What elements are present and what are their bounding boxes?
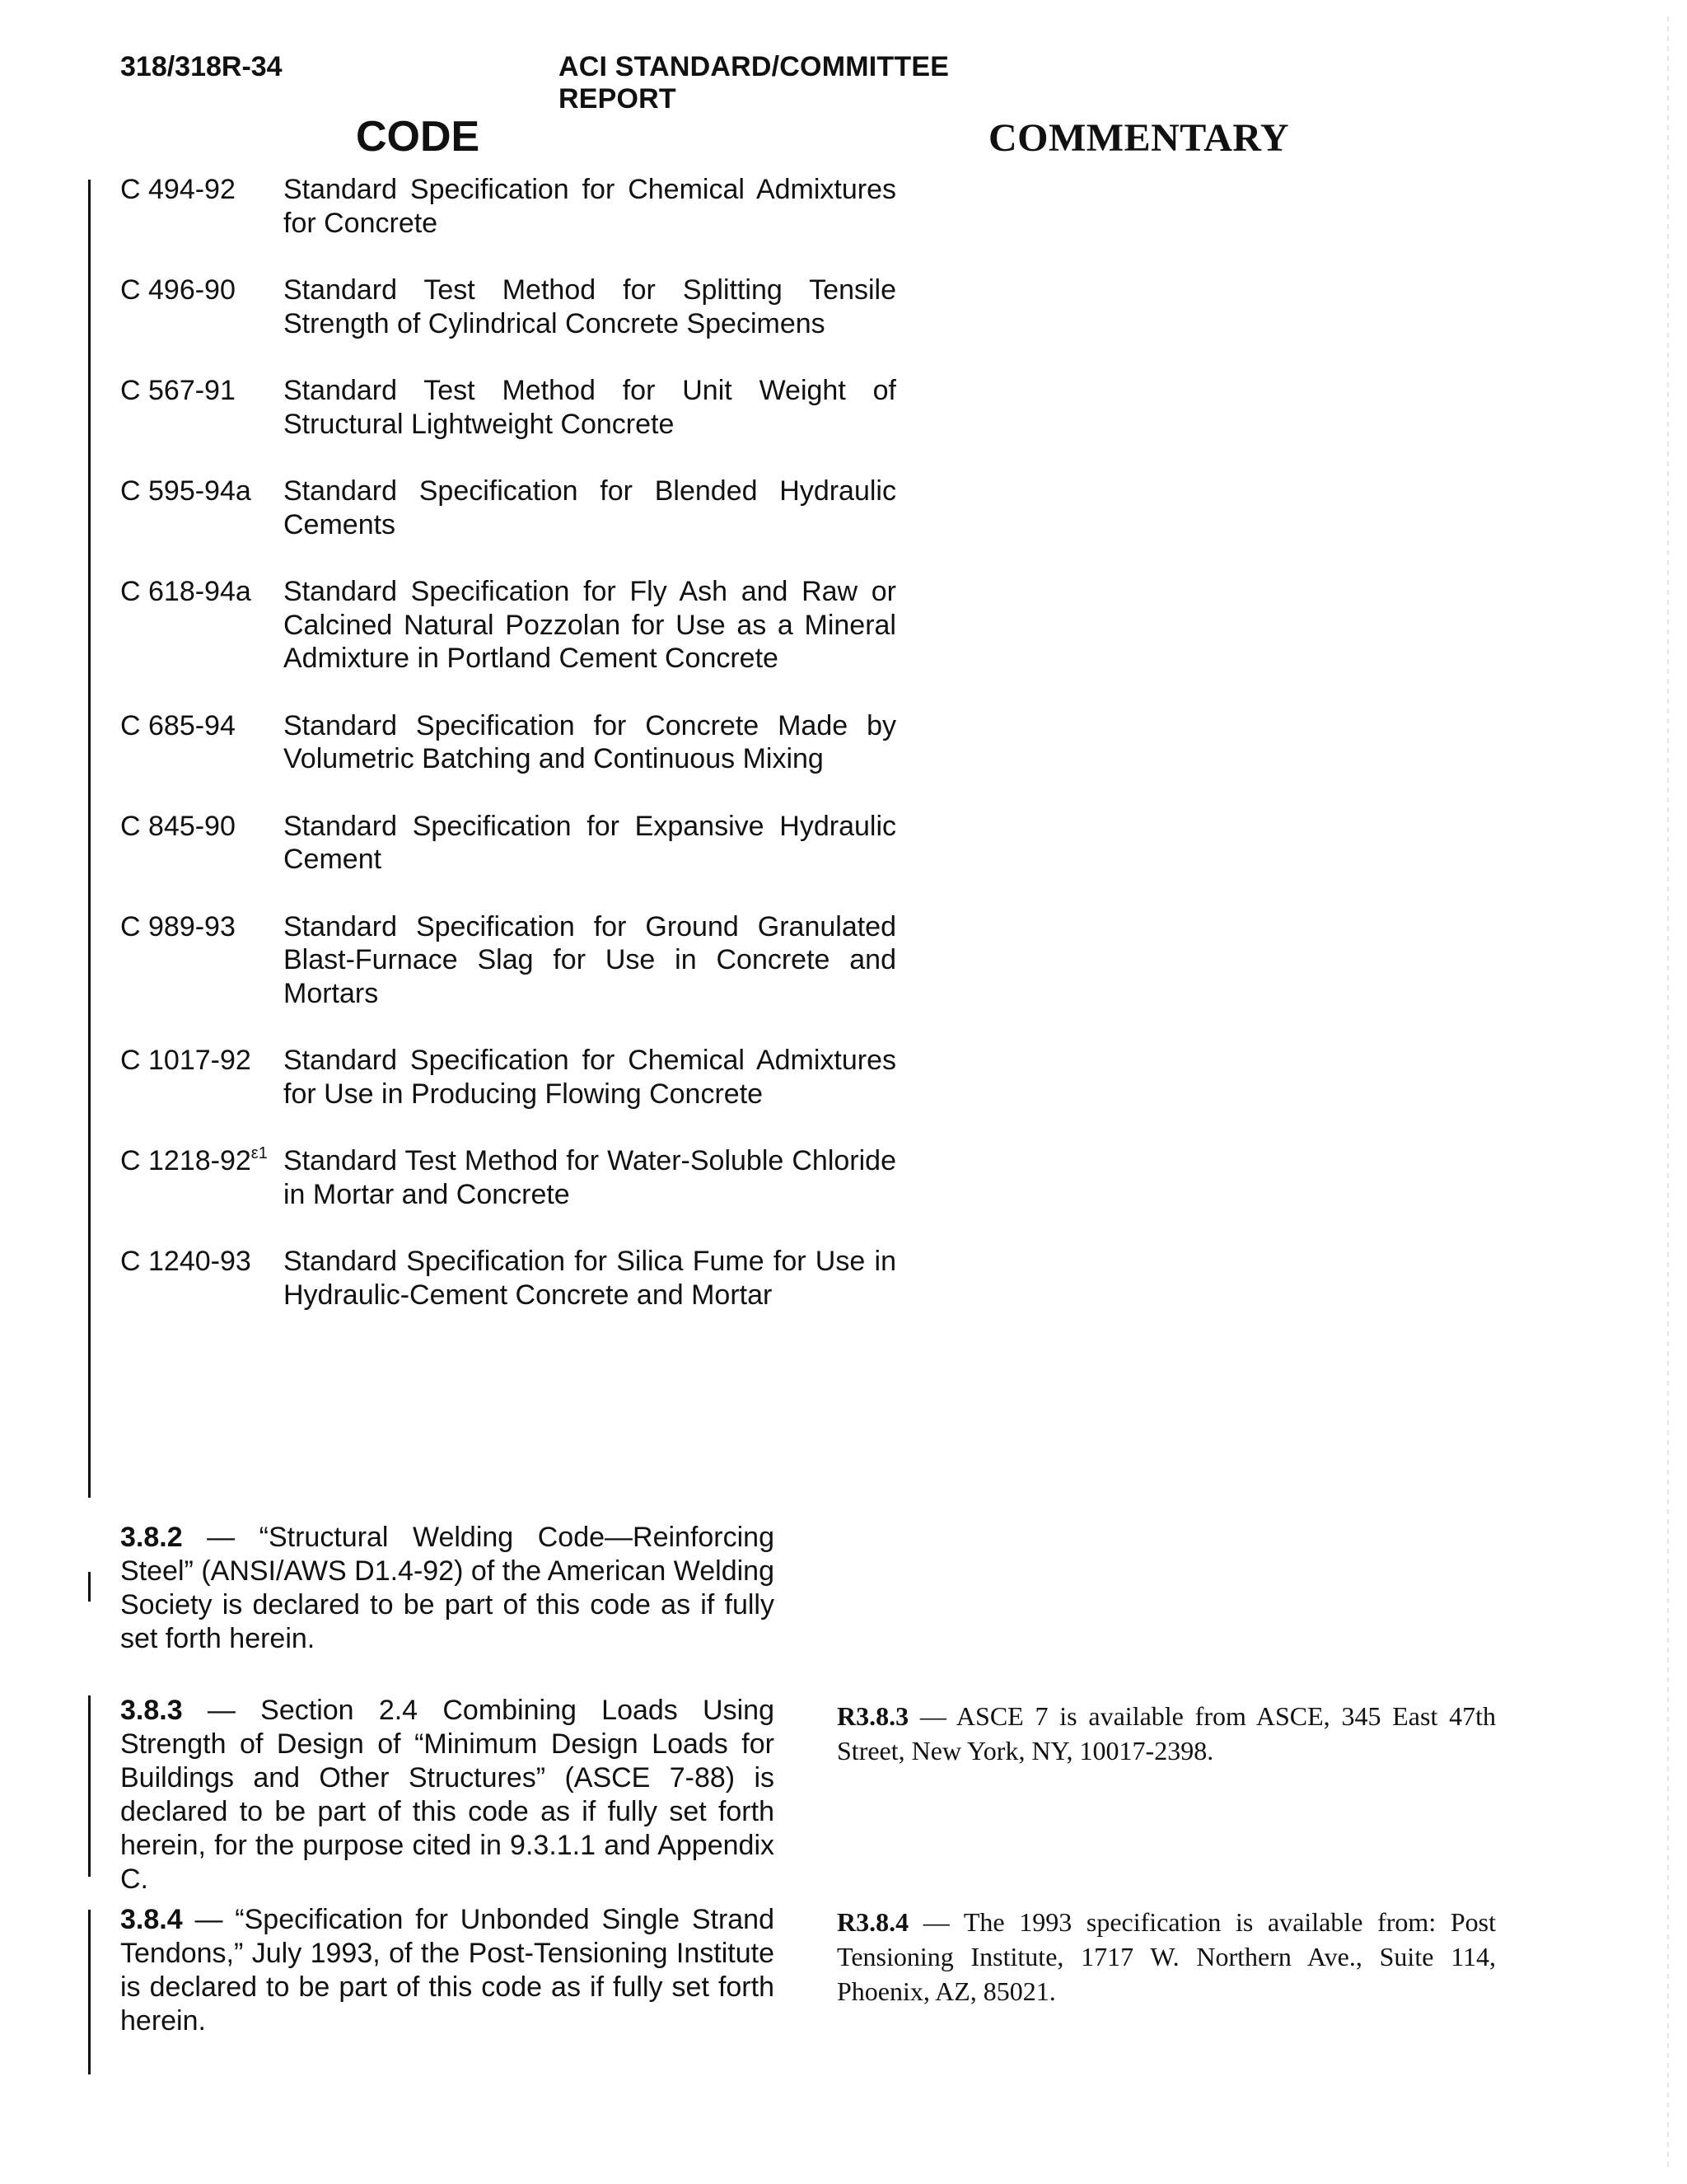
- code-column-heading: CODE: [356, 113, 480, 161]
- reference-code: C 567-91: [120, 375, 236, 406]
- reference-title: Standard Test Method for Water-Soluble Chloride in Mortar and Concrete: [283, 1145, 896, 1210]
- reference-code: C 595-94a: [120, 475, 251, 507]
- reference-item: [120, 810, 896, 877]
- reference-title: Standard Specification for Blended Hydraulic Cements: [283, 475, 896, 540]
- reference-item: [120, 575, 896, 676]
- reference-item: [120, 173, 896, 240]
- reference-code: C 494-92: [120, 174, 236, 205]
- reference-code: C 685-94: [120, 709, 236, 741]
- page-header: [120, 51, 1059, 115]
- reference-item: [120, 1245, 896, 1312]
- section-text: — “Structural Welding Code—Reinforcing Steel” (ANSI/AWS D1.4-92) of the American Welding Society is declared to be part of this code as if fully set forth herein.: [120, 1522, 774, 1654]
- section-3-8-4: [120, 1903, 774, 2038]
- commentary-r3-8-4: [837, 1905, 1496, 2009]
- revision-bar-3-8-3: [88, 1695, 91, 1877]
- reference-item: [120, 1144, 896, 1211]
- reference-code: C 618-94a: [120, 576, 251, 607]
- reference-item: [120, 475, 896, 541]
- commentary-number: R3.8.3: [837, 1701, 909, 1731]
- reference-item: [120, 374, 896, 441]
- reference-code: C 1218-92: [120, 1145, 251, 1176]
- astm-reference-list: [120, 173, 896, 1345]
- reference-code: C 1240-93: [120, 1246, 251, 1277]
- report-title: ACI STANDARD/COMMITTEE REPORT: [558, 51, 950, 115]
- scan-edge-line: [1667, 16, 1669, 2168]
- section-text: — “Specification for Unbonded Single Strand Tendons,” July 1993, of the Post-Tensioning Institute is declared to be part of this code as if fully set forth herein.: [120, 1904, 774, 2037]
- reference-title: Standard Specification for Concrete Made by Volumetric Batching and Continuous Mixing: [283, 709, 896, 774]
- revision-bar-3-8-4: [88, 1910, 91, 2074]
- section-number: 3.8.4: [120, 1904, 183, 1935]
- commentary-number: R3.8.4: [837, 1907, 909, 1937]
- reference-title: Standard Specification for Expansive Hydraulic Cement: [283, 810, 896, 875]
- reference-item: [120, 910, 896, 1011]
- reference-code: C 1017-92: [120, 1045, 251, 1076]
- revision-bar-3-8-2: [88, 1572, 91, 1602]
- reference-title: Standard Specification for Ground Granulated Blast-Furnace Slag for Use in Concrete and Mortars: [283, 910, 896, 1009]
- reference-code: C 496-90: [120, 274, 236, 306]
- reference-title: Standard Specification for Chemical Admixtures for Use in Producing Flowing Concrete: [283, 1045, 896, 1110]
- revision-bar-references: [88, 180, 91, 1498]
- reference-title: Standard Test Method for Unit Weight of Structural Lightweight Concrete: [283, 375, 896, 440]
- reference-code-superscript: ε1: [250, 1144, 268, 1162]
- reference-title: Standard Test Method for Splitting Tensile Strength of Cylindrical Concrete Specimens: [283, 274, 896, 339]
- section-number: 3.8.3: [120, 1695, 183, 1726]
- section-text: — Section 2.4 Combining Loads Using Strength of Design of “Minimum Design Loads for Buildings and Other Structures” (ASCE 7-88) is declared to be part of this code as if fully set forth herein, for the purpose cited in 9.3.1.1 and Appendix C.: [120, 1695, 774, 1895]
- reference-item: [120, 709, 896, 776]
- commentary-text: — The 1993 specification is available from: Post Tensioning Institute, 1717 W. Northern Ave., Suite 114, Phoenix, AZ, 85021.: [837, 1907, 1496, 2006]
- section-number: 3.8.2: [120, 1522, 183, 1553]
- reference-title: Standard Specification for Silica Fume for Use in Hydraulic-Cement Concrete and Mortar: [283, 1246, 896, 1311]
- commentary-text: — ASCE 7 is available from ASCE, 345 East 47th Street, New York, NY, 10017-2398.: [837, 1701, 1496, 1765]
- reference-code-with-superscript: [120, 1144, 268, 1178]
- reference-title: Standard Specification for Fly Ash and Raw or Calcined Natural Pozzolan for Use as a Mineral Admixture in Portland Cement Concrete: [283, 576, 896, 674]
- commentary-column-heading: COMMENTARY: [988, 116, 1290, 160]
- reference-title: Standard Specification for Chemical Admixtures for Concrete: [283, 174, 896, 239]
- reference-item: [120, 1044, 896, 1111]
- section-3-8-2: [120, 1521, 774, 1656]
- commentary-r3-8-3: [837, 1699, 1496, 1768]
- section-3-8-3: [120, 1694, 774, 1896]
- reference-code: C 989-93: [120, 910, 236, 942]
- reference-code: C 845-90: [120, 810, 236, 842]
- page-number: 318/318R-34: [120, 51, 283, 82]
- reference-item: [120, 274, 896, 340]
